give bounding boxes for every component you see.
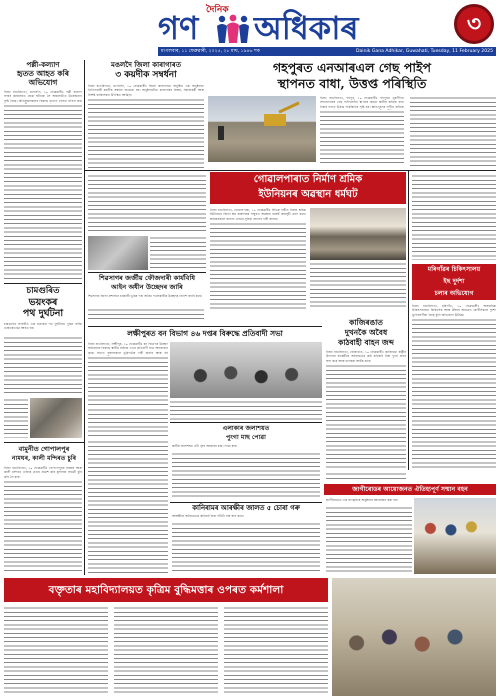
article-body: নিজা বাতৰিদাতা, মংগলদৈ, ১০ ফেব্ৰুৱাৰীঃ পল্লী কল্যাণ সংঘৰ কাৰ্যালয়ত হোৱা ঘটনাক লৈ অঞ্চলটোত উত্তেজনাৰ সৃষ্টি হৈছে। অভিযুক্তসকলৰ বিৰুদ্ধে থানাত গোচৰ দাখিল কৰা bbox=[4, 90, 82, 103]
headline: পুংগা মাছ পোৱা bbox=[226, 434, 266, 441]
article-photo bbox=[310, 208, 406, 260]
dateline-english: Dainik Gana Adhikar, Guwahati, Tuesday, 11 February 2025 bbox=[355, 49, 493, 54]
headline: অভিযোগ bbox=[28, 78, 58, 87]
article-photo bbox=[30, 398, 82, 438]
article-body: চামগুৰিত সংঘটিত এক ভয়ংকৰ পথ দুৰ্ঘটনাত দুজন ব্যক্তি গুৰুতৰভাৱে আহত হয়। bbox=[4, 322, 82, 331]
headline: ভয়ংকৰ bbox=[28, 297, 58, 308]
headline: চামগুৰিত bbox=[26, 286, 60, 296]
page-number-badge bbox=[454, 4, 494, 44]
dateline-assamese: মংগলবাৰ, ১১ ফেব্ৰুৱাৰী, ২০২৫, ২৮ মাঘ, ১৯৪৬ শক bbox=[161, 49, 260, 54]
headline: কাজিৰঙাত bbox=[349, 318, 383, 327]
headline: লক্ষীপুৰত বন বিভাগ ৪৬ দপ্তৰ বিৰুদ্ধে প্ৰতিবাদী সভা bbox=[127, 329, 283, 338]
lead-headline: স্থাপনত বাধা, উত্তপ্ত পৰিস্থিতি bbox=[277, 76, 427, 91]
headline: কানিৰামৰ আৰক্ষীৰ জালত ৫ চোৰা গৰু bbox=[192, 504, 300, 512]
lead-photo bbox=[208, 96, 316, 162]
headline: পথ দুৰ্ঘটনা bbox=[22, 308, 64, 319]
masthead-title-right: অধিকাৰ bbox=[254, 9, 359, 47]
article-body: নিজা বাতৰিদাতা, ১০ ফেব্ৰুৱাৰীঃ গোপালপুৰৰ নামঘৰ আৰু কালী মন্দিৰত এজাক চোৰে প্ৰৱেশ কৰি মূল্যবান সামগ্ৰী চুৰি কৰি লৈ যায়। bbox=[4, 466, 82, 479]
page-number: ৩ bbox=[466, 11, 482, 37]
headline: নামঘৰ, কালী মন্দিৰত চুৰি bbox=[11, 455, 77, 462]
headline: দুখনকৈ অবৈধ bbox=[344, 328, 388, 337]
daily-label: দৈনিক bbox=[206, 5, 229, 15]
headline: শিৱসাগৰ জৰ্জীয় ফৌজদাৰী কাৰ্যবিধি bbox=[98, 274, 196, 282]
headline: বামুনীত গোপালপুৰ bbox=[18, 445, 70, 453]
hospital-headline-bar: মৰিগাঁৱৰ চিকিৎসালয় ইছ দুৰ্দশা চলাৰ অভিযোগ bbox=[412, 264, 496, 300]
workshop-photo bbox=[332, 578, 496, 696]
people-logo-icon bbox=[216, 14, 250, 44]
event-photo bbox=[414, 498, 496, 574]
headline: হৃতত আহত কৰি bbox=[16, 69, 70, 78]
headline: এলাকাৰ জলাশয়ত bbox=[222, 425, 270, 432]
article-body: নিজা বাতৰিদাতা, গহপুৰ, ১০ ফেব্ৰুৱাৰীঃ গহপুৰত নুমলীগড় শোধনাগাৰৰ গেছ পাইপলাইন স্থাপনৰ কামত স্থানীয় ৰাইজে বাধা দিয়াৰ ফলত উত্তপ্ত পৰিস্থিতিৰ সৃষ্টি হয়। ক্ষতিপূৰণৰ দাবীত ৰাইজে bbox=[320, 96, 404, 109]
masthead bbox=[158, 2, 448, 48]
article-body: স্থানীয় জলাশয়ত এটা বৃহৎ আকাৰৰ মাছ পোৱা যায়। bbox=[172, 444, 238, 448]
dateline-bar bbox=[158, 47, 496, 56]
goalpara-headline-bar: গোৱালপাৰাত নিৰ্মাণ শ্ৰমিক ইউনিয়নৰ অৱস্থান ধৰ্মঘট bbox=[210, 172, 406, 204]
article-photo bbox=[88, 236, 148, 270]
headline: মঙলদৈ জিলা কাৰাগাৰত bbox=[111, 60, 181, 69]
article-body: নিজা বাতৰিদাতা, বোকাখাত, ১০ ফেব্ৰুৱাৰীঃ কাজিৰঙা ৰাষ্ট্ৰীয় উদ্যানৰ বনকৰ্মীয়ে অবৈধভাৱে কাঠ কঢ়িয়াই নিয়া দুখন বাহন জব্দ কৰে আৰু চালকক আটক কৰে। bbox=[326, 350, 406, 363]
article-body: নিজা বাতৰিদাতা, গোৱালপাৰা, ১০ ফেব্ৰুৱাৰীঃ বিভিন্ন দাবীত নিৰ্মাণ শ্ৰমিক ইউনিয়নে জিলা শ্ৰম কাৰ্যালয়ৰ সন্মুখত অৱস্থান ধৰ্মঘট কাৰ্যসূচী গ্ৰহণ কৰে। শ্ৰমিকসকলে কল্যাণ বোৰ্ডৰ সুবিধা প্ৰদানৰ দাবী জনায়। bbox=[210, 208, 306, 221]
lead-headline: গহপুৰত এনআৰএল গেছ পাইপ bbox=[272, 60, 432, 75]
headline: কাঠবাহী বাহন জব্দ bbox=[338, 338, 394, 347]
headline: পল্লী-কল্যাণ bbox=[26, 60, 60, 69]
article-body: আৰক্ষীয়ে অবৈধভাৱে কঢ়িয়াই নিয়া পাঁচটা গৰু জব্দ কৰে। bbox=[172, 514, 244, 518]
article-body: জাগীৰোডত এক সাংস্কৃতিক অনুষ্ঠানৰ আয়োজন কৰা হয়। bbox=[326, 498, 399, 502]
jagiroad-headline-bar: জাগীৰোডৰ আয়োজনত ঐতিহ্যপূৰ্ণ সন্মান বহন bbox=[324, 484, 496, 495]
article-body: নিজা বাতৰিদাতা, মংগলদৈ, ১০ ফেব্ৰুৱাৰীঃ জিলা কাৰাগাৰত অনুষ্ঠিত এক অনুষ্ঠানত তিনিগৰাকী কয়দীক সম্বৰ্ধনা জনোৱা হয়। অনুষ্ঠানটোত কাৰাগাৰৰ বিষয়া, সমাজকৰ্মী আৰু বিশিষ্ট ব্যক্তিসকল উপস্থিত আছিল। bbox=[88, 84, 204, 97]
headline: আইন অধীন উচ্ছেদৰ জাৰি bbox=[111, 283, 183, 291]
article-body: শিৱসাগৰ জিলা প্ৰশাসনে চৰকাৰী ভূমিৰ পৰা অবৈধ দখলকাৰীক উচ্ছেদৰ নিৰ্দেশ জাৰি কৰে। bbox=[88, 294, 203, 298]
headline: ৩ কয়দীক সম্বৰ্ধনা bbox=[115, 70, 177, 80]
protest-photo bbox=[170, 342, 322, 398]
bottom-banner-headline: বক্তৃতাৰ মহাবিদ্যালয়ত কৃত্ৰিম বুদ্ধিমত্তাৰ ওপৰত কৰ্মশালা bbox=[4, 578, 328, 602]
article-body: নিজা বাতৰিদাতা, মৰিগাঁও, ১০ ফেব্ৰুৱাৰীঃ অসামৰিক চিকিৎসালয়ত চিকিৎসক আৰু ঔষধৰ অভাৱত ৰোগীসকলে দুৰ্দশা ভুগিবলগীয়া হৈছে বুলি অভিযোগ উঠিছে। bbox=[412, 304, 496, 317]
masthead-title-left: গণ bbox=[158, 9, 199, 47]
article-body: নিজা বাতৰিদাতা, লক্ষীপুৰ, ১০ ফেব্ৰুৱাৰীঃ বন বিভাগৰ উচ্ছেদ অভিযানৰ বিৰুদ্ধে স্থানীয় ৰাইজে এখন প্ৰতিবাদী সভা আয়োজন কৰে। সভাত বক্তাসকলে ভূমিপট্টাৰ দাবী জনায় আৰু বন bbox=[88, 342, 168, 355]
